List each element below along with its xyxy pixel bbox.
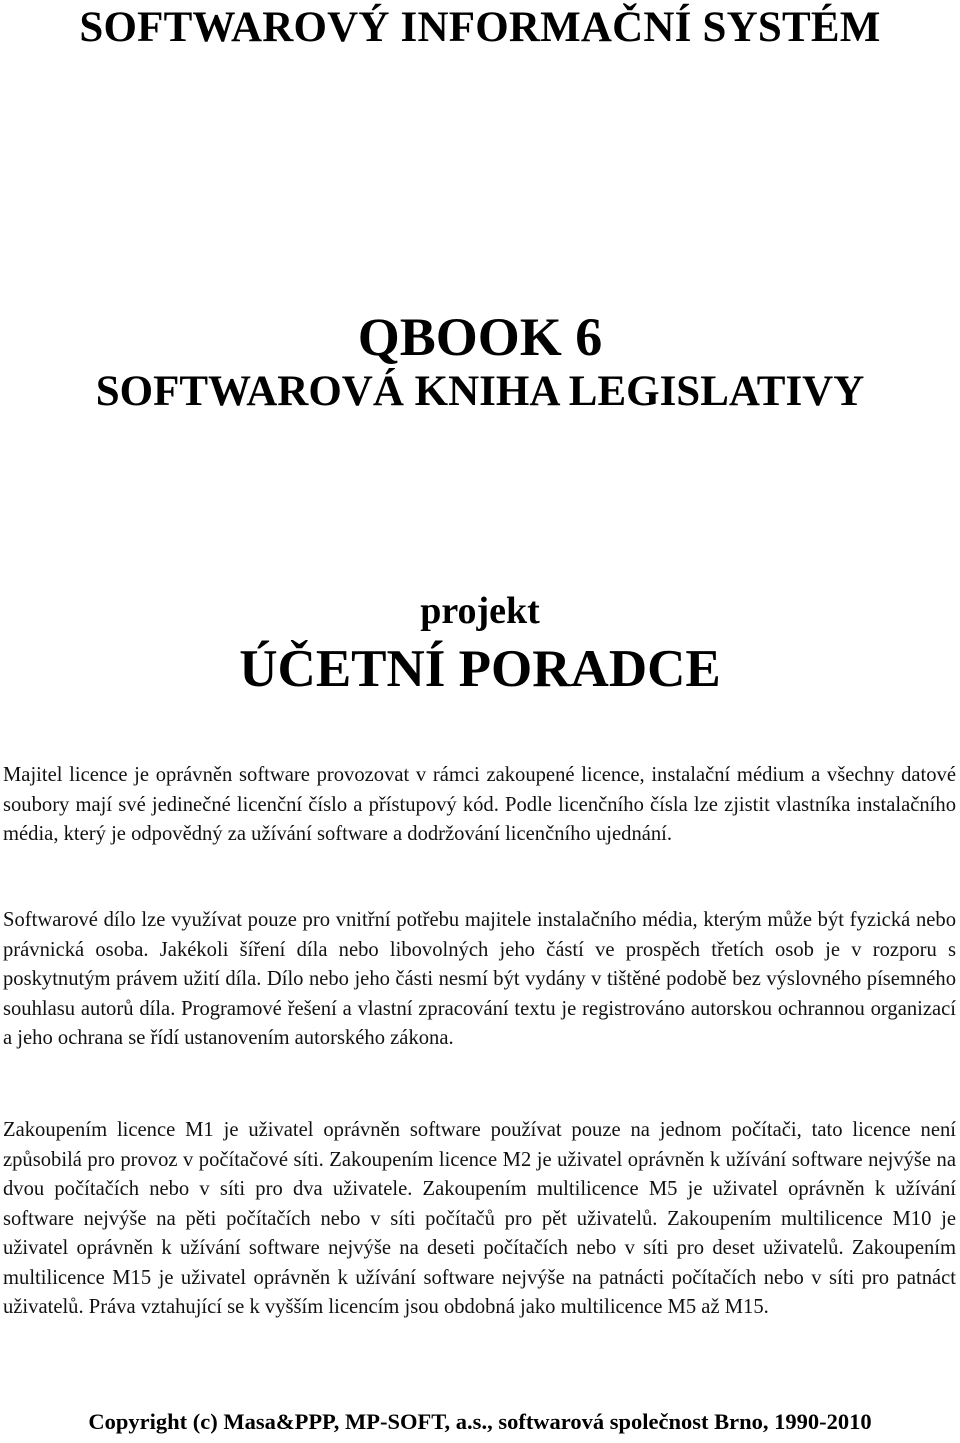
project-name: ÚČETNÍ PORADCE xyxy=(239,640,721,698)
project-label: projekt xyxy=(420,590,540,632)
license-paragraph: Majitel licence je oprávněn software provozovat v rámci zakoupené licence, instalační médium a všechny datové soubory mají své jedinečné licenční číslo a přístupový kód. Podle licenčního čísla lze zjistit vlastníka instalačního média, který je odpovědný za užívání software a dodržování licenčního ujednání. xyxy=(3,764,956,845)
usage-paragraph: Softwarové dílo lze využívat pouze pro vnitřní potřebu majitele instalačního média, kterým může být fyzická nebo právnická osoba. Jakékoli šíření díla nebo libovolných jeho částí ve prospěch třetích osob je v rozporu s poskytnutým právem užití díla. Dílo nebo jeho části nesmí být vydány v tištěné podobě bez výslovného písemného souhlasu autorů díla. Programové řešení a vlastní zpracování textu je registrováno autorskou ochrannou organizací a jeho ochrana se řídí ustanovením autorského zákona. xyxy=(3,909,956,1049)
copyright-footer: Copyright (c) Masa&PPP, MP-SOFT, a.s., softwarová společnost Brno, 1990-2010 xyxy=(88,1409,872,1434)
system-title: SOFTWAROVÝ INFORMAČNÍ SYSTÉM xyxy=(79,4,881,51)
multilicence-paragraph: Zakoupením licence M1 je uživatel oprávněn software používat pouze na jednom počítači, tato licence není způsobilá pro provoz v počítačové síti. Zakoupením licence M2 je uživatel oprávněn k užívání software nejvýše na dvou počítačích nebo v síti pro dva uživatele. Zakoupením multilicence M5 je uživatel oprávněn k užívání software nejvýše na pěti počítačích nebo v síti počítačů pro pět uživatelů. Zakoupením multilicence M10 je uživatel oprávněn k užívání software nejvýše na deseti počítačích nebo v síti pro deset uživatelů. Zakoupením multilicence M15 je uživatel oprávněn k užívání software nejvýše na patnácti počítačích nebo v síti pro patnáct uživatelů. Práva vztahující se k vyšším licencím jsou obdobná jako multilicence M5 až M15. xyxy=(3,1119,956,1318)
product-subtitle: SOFTWAROVÁ KNIHA LEGISLATIVY xyxy=(95,368,865,415)
product-title: QBOOK 6 xyxy=(357,307,603,367)
